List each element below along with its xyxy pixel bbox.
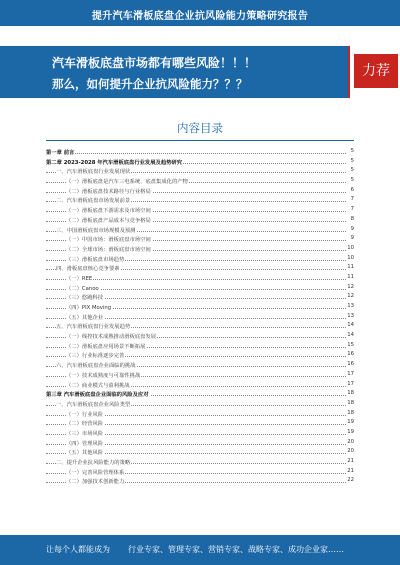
toc-entry-page: 16 [347,351,354,358]
toc-entry[interactable] [46,476,354,486]
toc-entry[interactable] [46,254,354,264]
toc-entry-page: 10 [347,244,354,251]
toc-entry-title: （二）全球市场：滑板底盘市场空间 [66,246,151,253]
toc-entry[interactable] [46,244,354,254]
toc-entry-title: （二）经营风险 [66,421,104,428]
toc-entry-title: （一）完善风险管理体系 [66,469,125,476]
toc-entry[interactable] [46,447,354,457]
toc-entry-title: （一）技术成熟度与可靠性挑战 [66,372,141,379]
toc-entry-page: 9 [350,225,354,232]
toc-entry-title: （五）其他企业 [66,314,104,321]
toc-entry[interactable] [46,438,354,448]
toc-entry-page: 6 [350,186,354,193]
toc-entry[interactable] [46,166,354,176]
hero-banner [0,46,400,98]
toc-entry-page: 5 [350,167,354,174]
toc-entry-title: （四）管理风险 [66,440,104,447]
toc-entry[interactable] [46,157,354,167]
toc-entry-page: 11 [347,264,354,271]
toc-entry-page: 18 [347,409,354,416]
toc-entry[interactable] [46,360,354,370]
toc-entry-page: 12 [347,283,354,290]
toc-entry[interactable] [46,370,354,380]
toc-entry-page: 17 [347,370,354,377]
toc-entry-title: 第三章 汽车滑板底盘企业面临的风险及应对 [46,392,149,399]
toc-entry-page: 5 [350,157,354,164]
toc-entry-page: 20 [347,448,354,455]
toc-entry[interactable] [46,457,354,467]
toc-entry[interactable] [46,273,354,283]
toc-entry-title: （三）悠跑科技 [66,295,104,302]
toc-entry-title: （一）中国市场：滑板底盘市场空间 [66,237,151,244]
toc-entry[interactable] [46,331,354,341]
toc-entry-title: （五）其他风险 [66,450,104,457]
toc-entry-page: 10 [347,254,354,261]
toc-entry-title: （二）加强技术创新能力 [66,479,125,486]
toc-entry-title: （二）滑板底盘应用场景不断拓展 [66,343,146,350]
toc-entry-title: （三）滑板底盘市场趋势 [66,256,125,263]
toc-entry[interactable] [46,399,354,409]
toc-entry[interactable] [46,350,354,360]
toc-entry-title: （一）滑板底盘下游需求及市场空间 [66,208,151,215]
toc-entry[interactable] [46,418,354,428]
footer-roles: 行业专家、管理专家、营销专家、战略专家、成功企业家…… [128,545,344,554]
toc-entry[interactable] [46,312,354,322]
toc-entry-title: （二）商业模式与盈利挑战 [66,382,130,389]
toc-entry[interactable] [46,205,354,215]
toc-entry-page: 22 [347,477,354,484]
toc-entry-title: 六、汽车滑板底盘企业面临的挑战 [56,363,136,370]
toc-entry-title: （一）行业风险 [66,411,104,418]
toc-entry[interactable] [46,234,354,244]
banner-subheadline: 那么，如何提升企业抗风险能力？？？ [52,77,248,91]
toc-entry-page: 13 [347,312,354,319]
toc-entry-title: （一）线控技术成熟推动滑板底盘发展 [66,334,157,341]
toc-entry-page: 7 [350,196,354,203]
toc-entry[interactable] [46,147,354,157]
toc-entry-page: 17 [347,380,354,387]
toc-entry[interactable] [46,467,354,477]
footer-bar [0,535,400,565]
toc-entry-title: 三、中国滑板底盘市场规模及预测 [56,227,136,234]
toc-entry[interactable] [46,195,354,205]
toc-entry[interactable] [46,292,354,302]
toc-entry[interactable] [46,389,354,399]
toc-entry-page: 7 [350,206,354,213]
toc-entry-title: 第二章 2023-2028 年汽车滑板底盘行业发展及趋势研究 [46,159,183,166]
toc-entry-page: 18 [347,390,354,397]
toc-leader-dots [46,153,346,154]
toc-entry-title: 一、汽车滑板底盘企业风险类型 [56,401,131,408]
toc-entry-title: 二、提升企业抗风险能力的策略 [56,460,131,466]
toc-entry[interactable] [46,302,354,312]
toc-entry-page: 5 [350,148,354,154]
toc-entry-page: 14 [347,332,354,339]
toc-entry-page: 9 [350,235,354,242]
toc-entry-title: 二、汽车滑板底盘市场发展前景 [56,198,131,205]
footer-slogan: 让每个人都能成为 [46,545,110,554]
toc-entry-page: 21 [347,467,354,474]
toc-entry-page: 8 [350,215,354,222]
toc-entry[interactable] [46,215,354,225]
toc-entry-page: 11 [347,273,354,280]
toc-entry-page: 12 [347,293,354,300]
toc-entry-title: （一）REE [66,275,93,282]
toc-entry[interactable] [46,380,354,390]
toc-heading: 内容目录 [177,121,223,135]
toc-entry-page: 14 [347,322,354,329]
toc-entry-page: 19 [347,419,354,426]
toc-entry-page: 13 [347,303,354,309]
toc-entry[interactable] [46,428,354,438]
toc-entry-title: （四）PIX Moving [66,305,112,311]
toc-entry-page: 21 [347,458,354,464]
toc-entry[interactable] [46,341,354,351]
toc-entry-title: （三）行业标准逐步完善 [66,353,125,360]
toc-entry-title: （二）滑板底盘技术路径与行业格局 [66,188,151,195]
toc-entry-title: 第一章 前言 [46,150,75,156]
table-of-contents [46,147,354,486]
toc-entry-page: 16 [347,361,354,368]
toc-entry-title: 四、滑板底盘核心竞争要素 [56,266,120,273]
recommend-badge [348,46,400,98]
toc-entry[interactable] [46,409,354,419]
toc-entry-title: 五、汽车滑板底盘行业发展趋势 [56,324,131,331]
toc-entry[interactable] [46,321,354,331]
recommend-badge-label: 力荐 [354,54,398,88]
toc-entry-page: 20 [347,438,354,445]
toc-entry[interactable] [46,176,354,186]
toc-entry-title: （一）滑板底盘是汽车三电系统、底盘集成化的产物 [66,179,188,186]
toc-entry-title: 一、汽车滑板底盘行业发展现状 [56,169,131,176]
report-title: 提升汽车滑板底盘企业抗风险能力策略研究报告 [91,11,309,22]
top-header-bar [0,0,400,26]
toc-divider [46,140,354,141]
toc-entry-page: 15 [347,341,354,348]
toc-entry-title: （三）市场风险 [66,430,104,437]
banner-headline: 汽车滑板底盘市场都有哪些风险！！！ [52,56,257,70]
toc-entry-page: 5 [350,177,354,184]
toc-entry-page: 18 [347,399,354,406]
toc-entry-title: （二）Canoo [66,285,99,292]
toc-entry-title: （二）滑板底盘产品成本与竞争格局 [66,217,151,224]
toc-entry-page: 19 [347,428,354,435]
toc-entry[interactable] [46,263,354,273]
toc-entry[interactable] [46,225,354,235]
toc-entry[interactable] [46,283,354,293]
toc-entry[interactable] [46,186,354,196]
